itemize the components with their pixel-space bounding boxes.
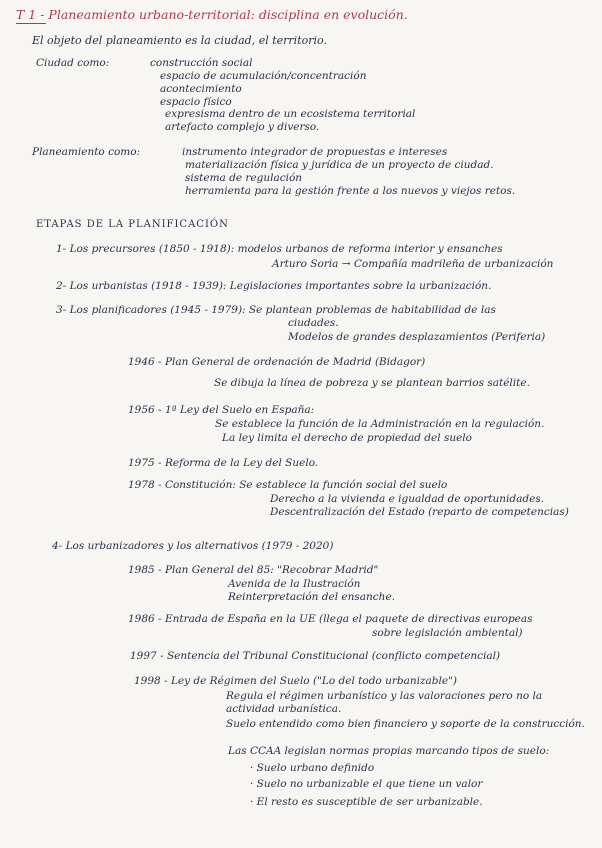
etapa-3-line: Modelos de grandes desplazamientos (Periferia) [288,331,546,343]
event-line: 1946 - Plan General de ordenación de Madrid (Bidagor) [128,356,426,368]
event-note: Avenida de la Ilustración [228,578,361,590]
ciudad-item: expresisma dentro de un ecosistema territorial [165,108,416,120]
ccaa-line: Las CCAA legislan normas propias marcando tipos de suelo: [228,745,550,757]
event-note: Se establece la función de la Administración en la regulación. [215,418,545,430]
event-note: sobre legislación ambiental) [372,627,523,639]
ciudad-label: Ciudad como: [36,57,110,69]
planeamiento-item: herramienta para la gestión frente a los nuevos y viejos retos. [185,185,516,197]
etapa-3-line: ciudades. [288,317,339,329]
event-note: actividad urbanística. [226,703,342,715]
planeamiento-item: sistema de regulación [185,172,303,184]
event-line: 1985 - Plan General del 85: "Recobrar Madrid" [128,564,379,576]
event-line: 1998 - Ley de Régimen del Suelo ("Lo del todo urbanizable") [134,675,457,687]
title-underline [16,23,46,24]
planeamiento-label: Planeamiento como: [32,146,141,158]
event-note: Reinterpretación del ensanche. [228,591,396,603]
event-note: La ley limita el derecho de propiedad del suelo [222,432,472,444]
planeamiento-item: instrumento integrador de propuestas e intereses [182,146,448,158]
ciudad-item: artefacto complejo y diverso. [165,121,320,133]
event-line: 1975 - Reforma de la Ley del Suelo. [128,457,319,469]
page-title: T 1 - Planeamiento urbano-territorial: disciplina en evolución. [16,7,408,22]
event-line: 1986 - Entrada de España en la UE (llega el paquete de directivas europeas [128,613,533,625]
ciudad-item: acontecimiento [160,83,242,95]
ciudad-item: construcción social [150,57,253,69]
etapa-4-line: 4- Los urbanizadores y los alternativos (1979 - 2020) [52,540,334,552]
suelo-bullet: · Suelo no urbanizable el que tiene un valor [250,778,483,790]
event-line: 1997 - Sentencia del Tribunal Constitucional (conflicto competencial) [130,650,501,662]
etapa-1-line: 1- Los precursores (1850 - 1918): modelos urbanos de reforma interior y ensanches [56,243,503,255]
ciudad-item: espacio de acumulación/concentración [160,70,367,82]
event-line: 1956 - 1ª Ley del Suelo en España: [128,404,315,416]
ciudad-item: espacio físico [160,96,232,108]
event-note: Descentralización del Estado (reparto de competencias) [270,506,569,518]
event-note: Se dibuja la línea de pobreza y se plantean barrios satélite. [214,377,530,389]
etapa-3-line: 3- Los planificadores (1945 - 1979): Se plantean problemas de habitabilidad de las [56,304,496,316]
etapas-heading: ETAPAS DE LA PLANIFICACIÓN [36,219,229,230]
event-note: Derecho a la vivienda e igualdad de oportunidades. [270,493,545,505]
event-note: Regula el régimen urbanístico y las valoraciones pero no la [226,690,543,702]
planeamiento-item: materialización física y jurídica de un proyecto de ciudad. [185,159,494,171]
suelo-bullet: · Suelo urbano definido [250,762,375,774]
suelo-bullet: · El resto es susceptible de ser urbanizable. [250,796,483,808]
event-note: Suelo entendido como bien financiero y soporte de la construcción. [226,718,585,730]
intro-line: El objeto del planeamiento es la ciudad, el territorio. [32,34,327,47]
event-line: 1978 - Constitución: Se establece la función social del suelo [128,479,448,491]
etapa-1-line: Arturo Soria → Compañía madrileña de urbanización [272,258,554,270]
etapa-2-line: 2- Los urbanistas (1918 - 1939): Legislaciones importantes sobre la urbanización. [56,280,492,292]
